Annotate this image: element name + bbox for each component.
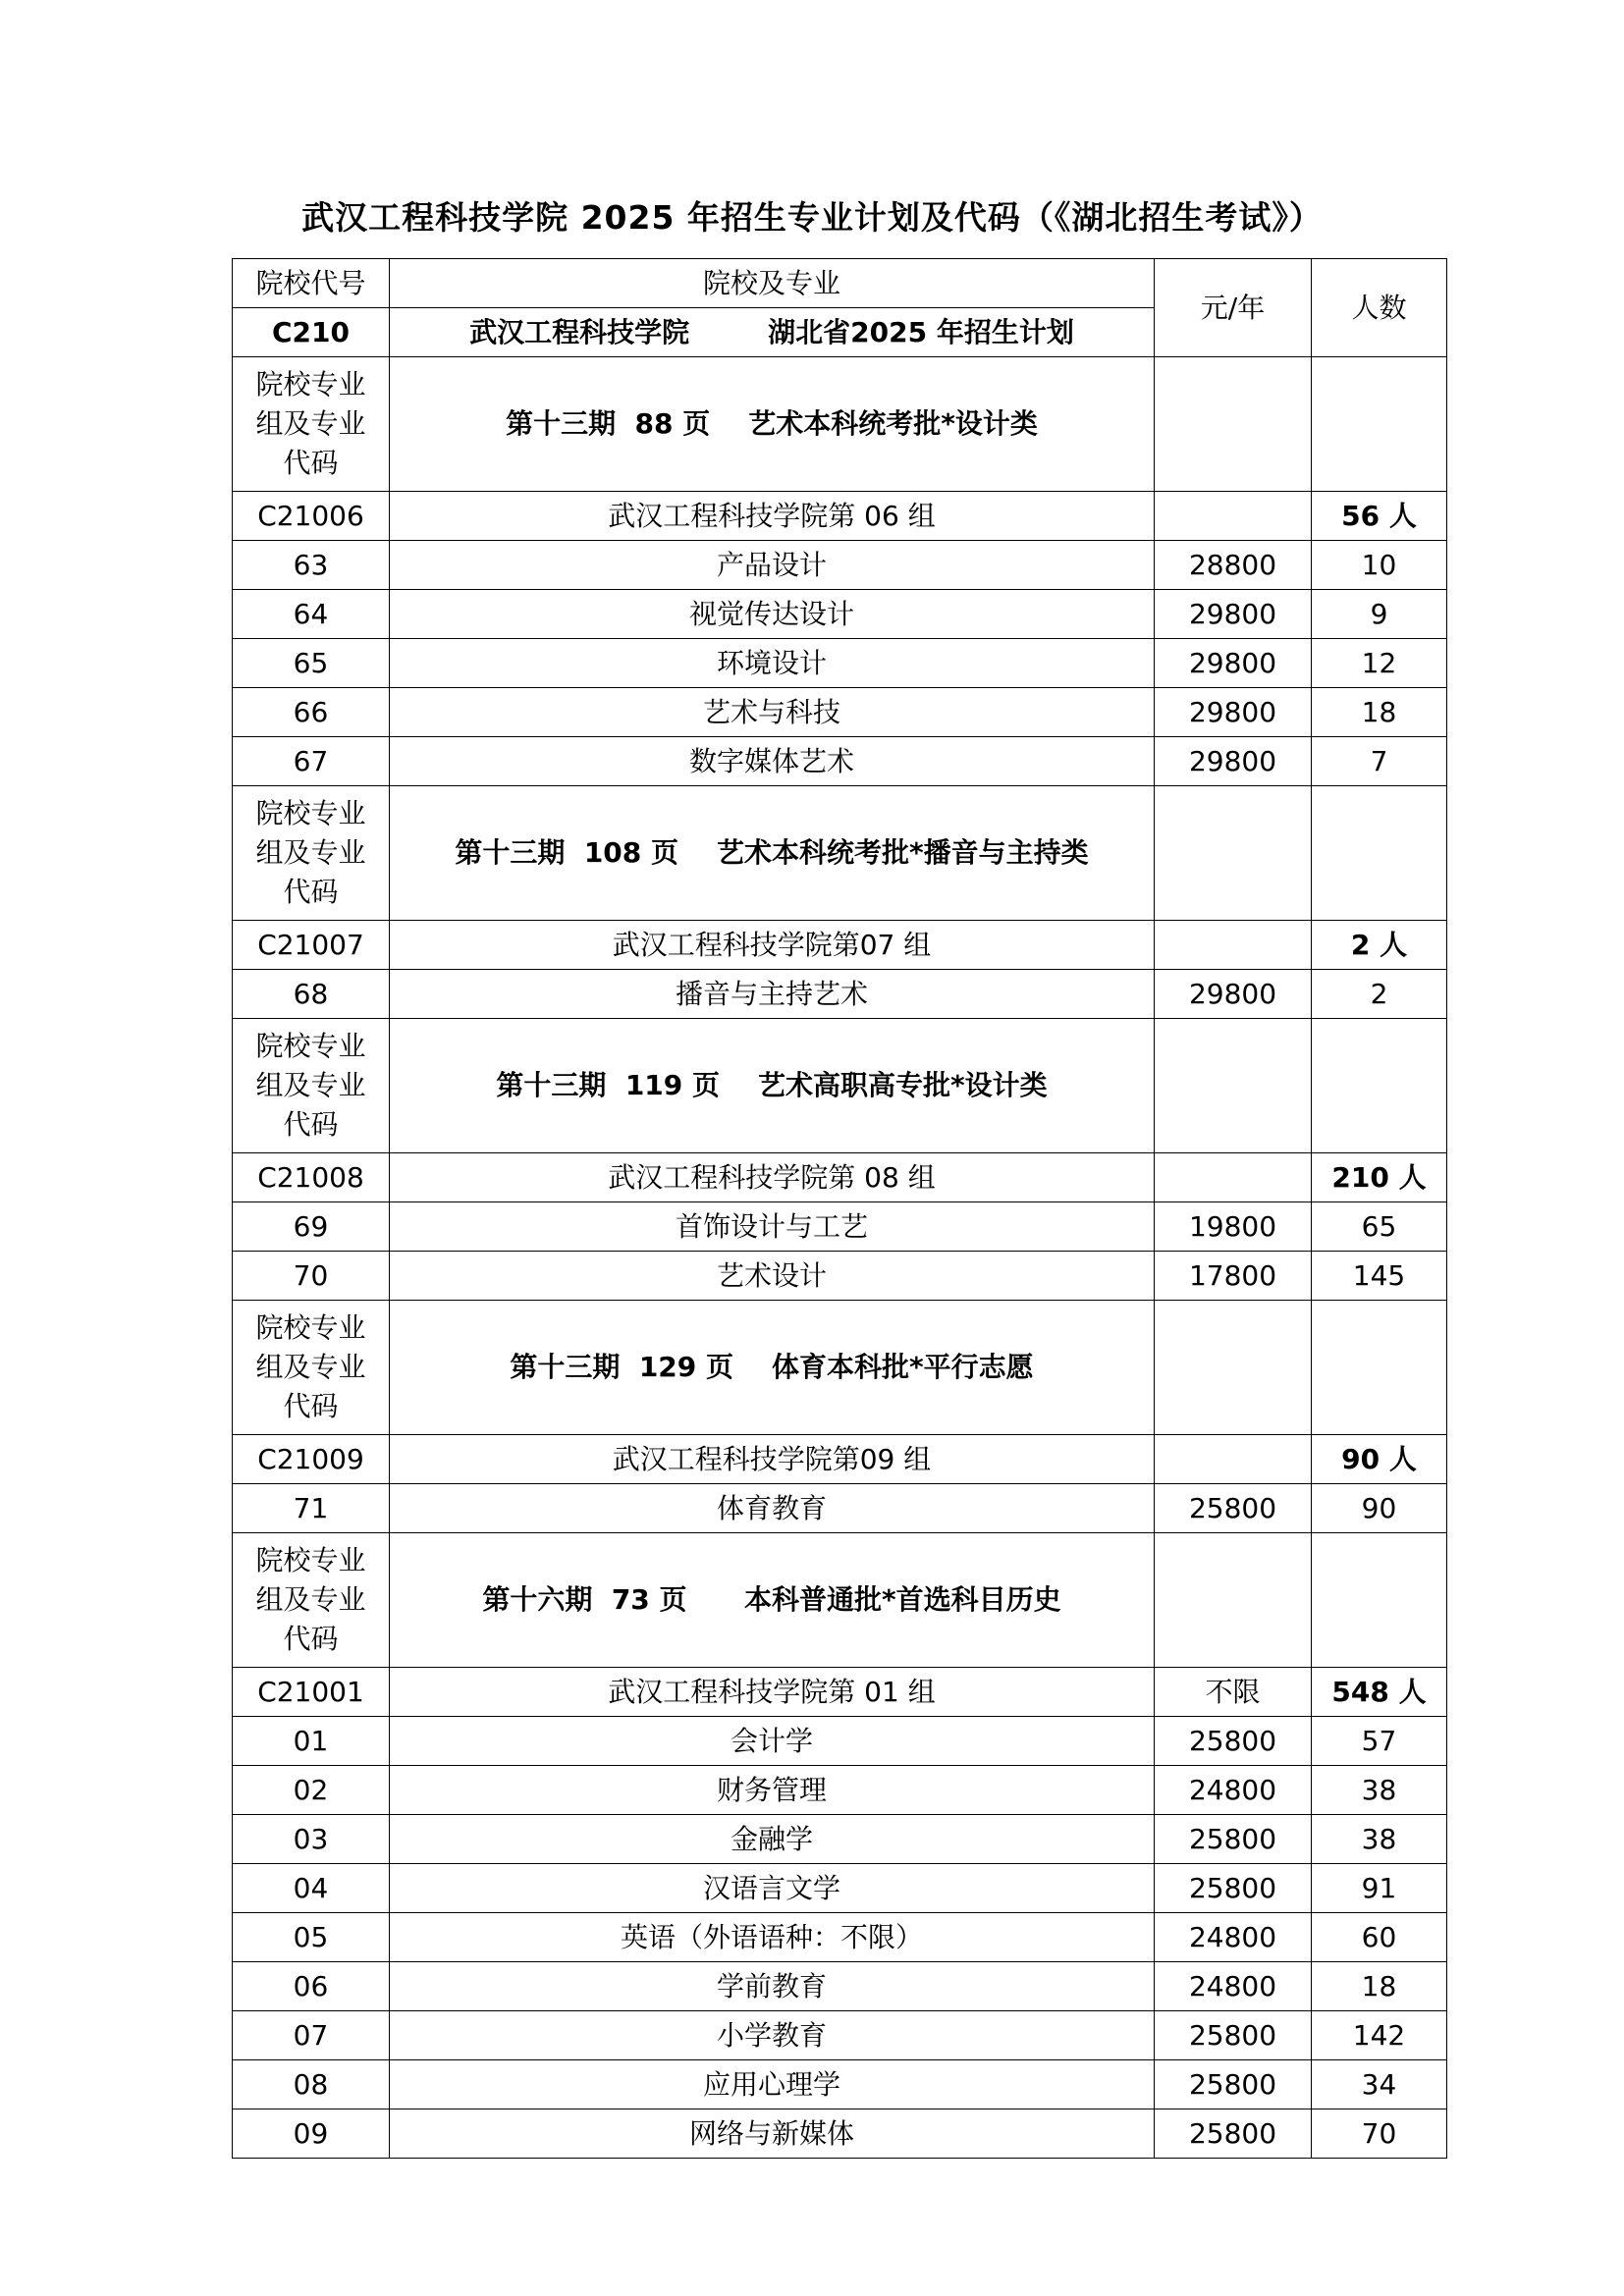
major-count: 38	[1312, 1766, 1447, 1815]
major-code: 66	[233, 688, 390, 737]
major-code: 03	[233, 1815, 390, 1864]
major-fee: 24800	[1155, 1766, 1312, 1815]
major-code: 09	[233, 2109, 390, 2159]
table-row	[233, 1864, 1447, 1913]
major-code: 64	[233, 590, 390, 639]
section-label: 院校专业组及专业代码	[233, 786, 390, 921]
section-header-row	[233, 1301, 1447, 1435]
major-name: 应用心理学	[390, 2060, 1155, 2109]
section-label: 院校专业组及专业代码	[233, 1019, 390, 1153]
group-row	[233, 1435, 1447, 1484]
major-name: 会计学	[390, 1717, 1155, 1766]
group-name: 武汉工程科技学院第 06 组	[390, 492, 1155, 541]
major-count: 38	[1312, 1815, 1447, 1864]
group-name: 武汉工程科技学院第 01 组	[390, 1668, 1155, 1717]
enrollment-plan-table	[232, 258, 1447, 2159]
col-header-count: 人数	[1312, 259, 1447, 357]
plan-label: 湖北省2025 年招生计划	[768, 315, 1074, 348]
group-fee	[1155, 492, 1312, 541]
major-fee: 25800	[1155, 1484, 1312, 1533]
section-header-row	[233, 357, 1447, 492]
major-count: 65	[1312, 1202, 1447, 1252]
major-name: 播音与主持艺术	[390, 970, 1155, 1019]
table-row	[233, 1913, 1447, 1962]
table-row	[233, 1252, 1447, 1301]
school-name-cell	[390, 308, 1155, 357]
school-name: 武汉工程科技学院	[469, 315, 690, 348]
major-fee: 19800	[1155, 1202, 1312, 1252]
major-fee: 25800	[1155, 1815, 1312, 1864]
major-name: 网络与新媒体	[390, 2109, 1155, 2159]
major-name: 首饰设计与工艺	[390, 1202, 1155, 1252]
section-count-empty	[1312, 1019, 1447, 1153]
major-count: 90	[1312, 1484, 1447, 1533]
table-row	[233, 970, 1447, 1019]
section-count-empty	[1312, 1301, 1447, 1435]
group-name: 武汉工程科技学院第09 组	[390, 1435, 1155, 1484]
major-count: 145	[1312, 1252, 1447, 1301]
major-name: 产品设计	[390, 541, 1155, 590]
major-code: 63	[233, 541, 390, 590]
section-label: 院校专业组及专业代码	[233, 357, 390, 492]
major-fee: 25800	[1155, 1717, 1312, 1766]
major-code: 68	[233, 970, 390, 1019]
school-code: C210	[233, 308, 390, 357]
major-name: 数字媒体艺术	[390, 737, 1155, 786]
section-header-row	[233, 1533, 1447, 1668]
group-fee: 不限	[1155, 1668, 1312, 1717]
group-row	[233, 1668, 1447, 1717]
major-name: 汉语言文学	[390, 1864, 1155, 1913]
table-row	[233, 590, 1447, 639]
table-row	[233, 1202, 1447, 1252]
table-row	[233, 1962, 1447, 2011]
section-title: 第十三期 88 页 艺术本科统考批*设计类	[390, 357, 1155, 492]
major-count: 142	[1312, 2011, 1447, 2060]
major-count: 7	[1312, 737, 1447, 786]
major-count: 2	[1312, 970, 1447, 1019]
table-row	[233, 2011, 1447, 2060]
major-name: 金融学	[390, 1815, 1155, 1864]
group-name: 武汉工程科技学院第 08 组	[390, 1153, 1155, 1202]
major-code: 05	[233, 1913, 390, 1962]
major-name: 小学教育	[390, 2011, 1155, 2060]
major-fee: 25800	[1155, 2060, 1312, 2109]
section-fee-empty	[1155, 1301, 1312, 1435]
table-row	[233, 541, 1447, 590]
group-code: C21006	[233, 492, 390, 541]
major-fee: 24800	[1155, 1913, 1312, 1962]
major-fee: 29800	[1155, 688, 1312, 737]
table-row	[233, 1484, 1447, 1533]
major-count: 60	[1312, 1913, 1447, 1962]
major-code: 02	[233, 1766, 390, 1815]
major-fee: 25800	[1155, 2109, 1312, 2159]
table-row	[233, 737, 1447, 786]
group-count: 2 人	[1312, 921, 1447, 970]
section-fee-empty	[1155, 1533, 1312, 1668]
section-fee-empty	[1155, 357, 1312, 492]
major-code: 67	[233, 737, 390, 786]
major-fee: 17800	[1155, 1252, 1312, 1301]
major-code: 01	[233, 1717, 390, 1766]
major-name: 学前教育	[390, 1962, 1155, 2011]
major-code: 65	[233, 639, 390, 688]
table-body	[233, 259, 1447, 2159]
section-title: 第十三期 108 页 艺术本科统考批*播音与主持类	[390, 786, 1155, 921]
section-fee-empty	[1155, 786, 1312, 921]
group-name: 武汉工程科技学院第07 组	[390, 921, 1155, 970]
col-header-code: 院校代号	[233, 259, 390, 308]
table-row	[233, 1717, 1447, 1766]
major-code: 04	[233, 1864, 390, 1913]
major-code: 07	[233, 2011, 390, 2060]
group-code: C21001	[233, 1668, 390, 1717]
major-name: 视觉传达设计	[390, 590, 1155, 639]
major-code: 08	[233, 2060, 390, 2109]
group-fee	[1155, 921, 1312, 970]
major-count: 18	[1312, 1962, 1447, 2011]
major-count: 34	[1312, 2060, 1447, 2109]
section-title: 第十三期 119 页 艺术高职高专批*设计类	[390, 1019, 1155, 1153]
header-row	[233, 259, 1447, 308]
major-fee: 29800	[1155, 737, 1312, 786]
col-header-major: 院校及专业	[390, 259, 1155, 308]
major-code: 06	[233, 1962, 390, 2011]
major-code: 70	[233, 1252, 390, 1301]
group-count: 210 人	[1312, 1153, 1447, 1202]
group-code: C21007	[233, 921, 390, 970]
group-fee	[1155, 1153, 1312, 1202]
major-name: 财务管理	[390, 1766, 1155, 1815]
table-row	[233, 1766, 1447, 1815]
major-name: 英语（外语语种：不限）	[390, 1913, 1155, 1962]
col-header-fee: 元/年	[1155, 259, 1312, 357]
major-fee: 24800	[1155, 1962, 1312, 2011]
major-fee: 28800	[1155, 541, 1312, 590]
table-row	[233, 1815, 1447, 1864]
section-label: 院校专业组及专业代码	[233, 1533, 390, 1668]
major-code: 71	[233, 1484, 390, 1533]
page-title: 武汉工程科技学院 2025 年招生专业计划及代码（《湖北招生考试》）	[301, 198, 1323, 237]
table-row	[233, 688, 1447, 737]
section-count-empty	[1312, 786, 1447, 921]
table-row	[233, 2109, 1447, 2159]
major-fee: 25800	[1155, 1864, 1312, 1913]
section-title: 第十六期 73 页 本科普通批*首选科目历史	[390, 1533, 1155, 1668]
group-count: 90 人	[1312, 1435, 1447, 1484]
group-row	[233, 921, 1447, 970]
major-code: 69	[233, 1202, 390, 1252]
group-code: C21009	[233, 1435, 390, 1484]
group-count: 56 人	[1312, 492, 1447, 541]
major-count: 18	[1312, 688, 1447, 737]
major-fee: 29800	[1155, 590, 1312, 639]
section-title: 第十三期 129 页 体育本科批*平行志愿	[390, 1301, 1155, 1435]
section-label: 院校专业组及专业代码	[233, 1301, 390, 1435]
major-count: 70	[1312, 2109, 1447, 2159]
group-row	[233, 492, 1447, 541]
group-count: 548 人	[1312, 1668, 1447, 1717]
table-row	[233, 639, 1447, 688]
group-row	[233, 1153, 1447, 1202]
major-fee: 25800	[1155, 2011, 1312, 2060]
major-name: 环境设计	[390, 639, 1155, 688]
major-name: 体育教育	[390, 1484, 1155, 1533]
major-count: 57	[1312, 1717, 1447, 1766]
table-row	[233, 2060, 1447, 2109]
major-count: 10	[1312, 541, 1447, 590]
major-count: 91	[1312, 1864, 1447, 1913]
major-fee: 29800	[1155, 639, 1312, 688]
section-fee-empty	[1155, 1019, 1312, 1153]
major-name: 艺术设计	[390, 1252, 1155, 1301]
section-count-empty	[1312, 1533, 1447, 1668]
section-header-row	[233, 1019, 1447, 1153]
group-fee	[1155, 1435, 1312, 1484]
major-name: 艺术与科技	[390, 688, 1155, 737]
major-count: 12	[1312, 639, 1447, 688]
section-count-empty	[1312, 357, 1447, 492]
group-code: C21008	[233, 1153, 390, 1202]
section-header-row	[233, 786, 1447, 921]
major-count: 9	[1312, 590, 1447, 639]
major-fee: 29800	[1155, 970, 1312, 1019]
